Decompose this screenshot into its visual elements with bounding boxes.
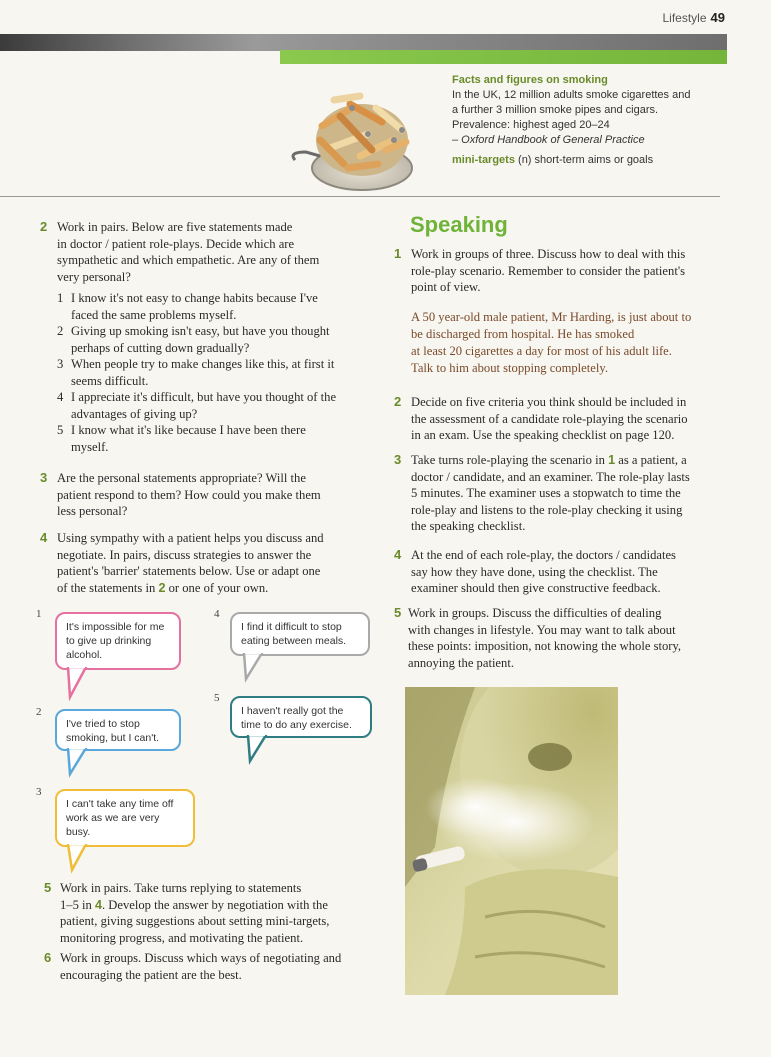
facts-box bbox=[452, 73, 712, 168]
bubble-tail bbox=[246, 735, 272, 765]
bubble-number: 5 bbox=[214, 692, 220, 704]
smoking-photo bbox=[405, 687, 618, 995]
exercise-2 bbox=[40, 219, 380, 455]
exercise-text: Decide on five criteria you think should be included in bbox=[411, 395, 687, 409]
exercise-text: Are the personal statements appropriate? Will the bbox=[57, 471, 306, 485]
exercise-number: 3 bbox=[40, 470, 48, 485]
bubble-number: 2 bbox=[36, 706, 42, 718]
bubble-number: 1 bbox=[36, 608, 42, 620]
list-item: 4 I appreciate it's difficult, but have you thought of the advantages of giving up? bbox=[57, 390, 337, 421]
speaking-2 bbox=[394, 394, 724, 444]
exercise-text: Work in pairs. Take turns replying to statements bbox=[60, 881, 302, 895]
bubble-number: 3 bbox=[36, 786, 42, 798]
header-accent-bar bbox=[280, 50, 727, 64]
exercise-text: with changes in lifestyle. You may want to talk about bbox=[408, 622, 676, 637]
exercise-number: 2 bbox=[40, 219, 48, 234]
exercise-text: examiner should then give constructive feedback. bbox=[411, 581, 661, 595]
cross-reference: 2 bbox=[158, 580, 166, 595]
list-item: 1 I know it's not easy to change habits because I've faced the same problems myself. bbox=[57, 291, 318, 322]
exercise-text: less personal? bbox=[57, 504, 128, 518]
exercise-6 bbox=[44, 950, 384, 983]
facts-title: Facts and figures on smoking bbox=[452, 74, 608, 86]
speaking-3: 3 Take turns role-playing the scenario in 1 as a patient, a doctor / candidate, and an examiner. The role-play lasts 5 minutes. The examiner uses a stopwatch to time the role-play and listens to the role-play checking it using the speaking checklist. bbox=[394, 452, 724, 535]
exercise-text: 5 minutes. The examiner uses a stopwatch to time the bbox=[411, 486, 681, 500]
bubble-tail bbox=[242, 653, 268, 683]
exercise-text: point of view. bbox=[411, 280, 481, 294]
exercise-number: 3 bbox=[394, 452, 402, 467]
exercise-text: encouraging the patient are the best. bbox=[60, 967, 242, 982]
exercise-text: Work in pairs. Below are five statements made bbox=[57, 220, 293, 234]
speech-bubble: I can't take any time off work as we are very busy. bbox=[55, 789, 195, 847]
ashtray-image bbox=[290, 68, 425, 198]
list-item: 2 Giving up smoking isn't easy, but have you thought perhaps of cutting down gradually? bbox=[57, 324, 330, 355]
exercise-text: patient, giving suggestions about setting mini-targets, bbox=[60, 914, 330, 928]
header-bar bbox=[0, 34, 727, 51]
glossary-term: mini-targets bbox=[452, 154, 515, 166]
exercise-text: the assessment of a candidate role-playing the scenario bbox=[411, 411, 688, 426]
exercise-text: Work in groups. Discuss the difficulties of dealing bbox=[408, 606, 662, 620]
exercise-number: 4 bbox=[40, 530, 48, 545]
exercise-text: monitoring progress, and motivating the patient. bbox=[60, 930, 304, 945]
section-name: Lifestyle bbox=[662, 11, 707, 25]
exercise-number: 6 bbox=[44, 950, 52, 965]
exercise-text: in doctor / patient role-plays. Decide which are bbox=[57, 236, 295, 251]
exercise-number: 5 bbox=[44, 880, 52, 895]
exercise-text: Work in groups. Discuss which ways of negotiating and bbox=[60, 951, 342, 965]
exercise-text: role-play scenario. Remember to consider the patient's bbox=[411, 263, 685, 278]
exercise-text: role-play and listens to the role-play checking it using bbox=[411, 502, 683, 517]
section-divider bbox=[0, 196, 720, 197]
exercise-text: sympathetic and which empathetic. Are any of them bbox=[57, 253, 320, 267]
speech-bubble: I've tried to stop smoking, but I can't. bbox=[55, 709, 181, 751]
exercise-text: the speaking checklist. bbox=[411, 519, 526, 533]
exercise-text: negotiate. In pairs, discuss strategies to answer the bbox=[57, 547, 312, 562]
facts-line: a further 3 million smoke pipes and cigars. bbox=[452, 104, 659, 116]
speaking-1 bbox=[394, 246, 724, 296]
exercise-3 bbox=[40, 470, 380, 520]
exercise-text: in an exam. Use the speaking checklist on page 120. bbox=[411, 428, 675, 442]
speaking-5 bbox=[394, 605, 724, 671]
section-title: Speaking bbox=[410, 212, 508, 237]
exercise-text: Work in groups of three. Discuss how to deal with this bbox=[411, 247, 686, 261]
bubble-number: 4 bbox=[214, 608, 220, 620]
exercise-text: patient's 'barrier' statements below. Use or adapt one bbox=[57, 564, 321, 578]
exercise-text: very personal? bbox=[57, 269, 131, 284]
exercise-number: 2 bbox=[394, 394, 402, 409]
list-item: 3 When people try to make changes like this, at first it seems difficult. bbox=[57, 357, 335, 388]
exercise-number: 1 bbox=[394, 246, 402, 261]
exercise-5: 5 Work in pairs. Take turns replying to statements 1–5 in 4. Develop the answer by negotiation with the patient, giving suggestions about setting mini-targets, monitoring progress, and motivating the patient. bbox=[44, 880, 384, 946]
page-number: 49 bbox=[710, 10, 725, 25]
exercise-text: Using sympathy with a patient helps you discuss and bbox=[57, 531, 324, 545]
facts-line: In the UK, 12 million adults smoke cigarettes and bbox=[452, 89, 691, 101]
glossary-definition: (n) short-term aims or goals bbox=[514, 154, 654, 166]
exercise-text: doctor / candidate, and an examiner. The role-play lasts bbox=[411, 469, 690, 484]
bubble-tail bbox=[66, 844, 92, 874]
exercise-text: annoying the patient. bbox=[408, 655, 514, 670]
facts-source: – Oxford Handbook of General Practice bbox=[452, 134, 645, 146]
exercise-number: 5 bbox=[394, 605, 402, 620]
list-item: 5 I know what it's like because I have been there myself. bbox=[57, 423, 306, 454]
speech-bubble: I haven't really got the time to do any exercise. bbox=[230, 696, 372, 738]
exercise-text: At the end of each role-play, the doctors / candidates bbox=[411, 548, 676, 562]
role-play-scenario: A 50 year-old male patient, Mr Harding, is just about to be discharged from hospital. He has smoked at least 20 cigarettes a day for most of his adult life. Talk to him about stopping completely. bbox=[411, 310, 692, 375]
exercise-4: 4 Using sympathy with a patient helps you discuss and negotiate. In pairs, discuss strategies to answer the patient's 'barrier' statements below. Use or adapt one of the statements in 2 or one of your own. bbox=[40, 530, 380, 596]
page-header bbox=[663, 10, 726, 25]
speaking-4 bbox=[394, 547, 724, 597]
exercise-text: say how they have done, using the checklist. The bbox=[411, 564, 658, 579]
exercise-text: patient respond to them? How could you make them bbox=[57, 487, 321, 502]
bubble-tail bbox=[66, 667, 92, 701]
bubble-tail bbox=[66, 748, 92, 778]
speech-bubble: It's impossible for me to give up drinking alcohol. bbox=[55, 612, 181, 670]
cross-reference: 1 bbox=[608, 453, 616, 467]
exercise-number: 4 bbox=[394, 547, 402, 562]
speech-bubble: I find it difficult to stop eating between meals. bbox=[230, 612, 370, 656]
cross-reference: 4 bbox=[94, 897, 102, 912]
facts-line: Prevalence: highest aged 20–24 bbox=[452, 119, 610, 131]
exercise-text: these points: imposition, not knowing the whole story, bbox=[408, 639, 682, 653]
